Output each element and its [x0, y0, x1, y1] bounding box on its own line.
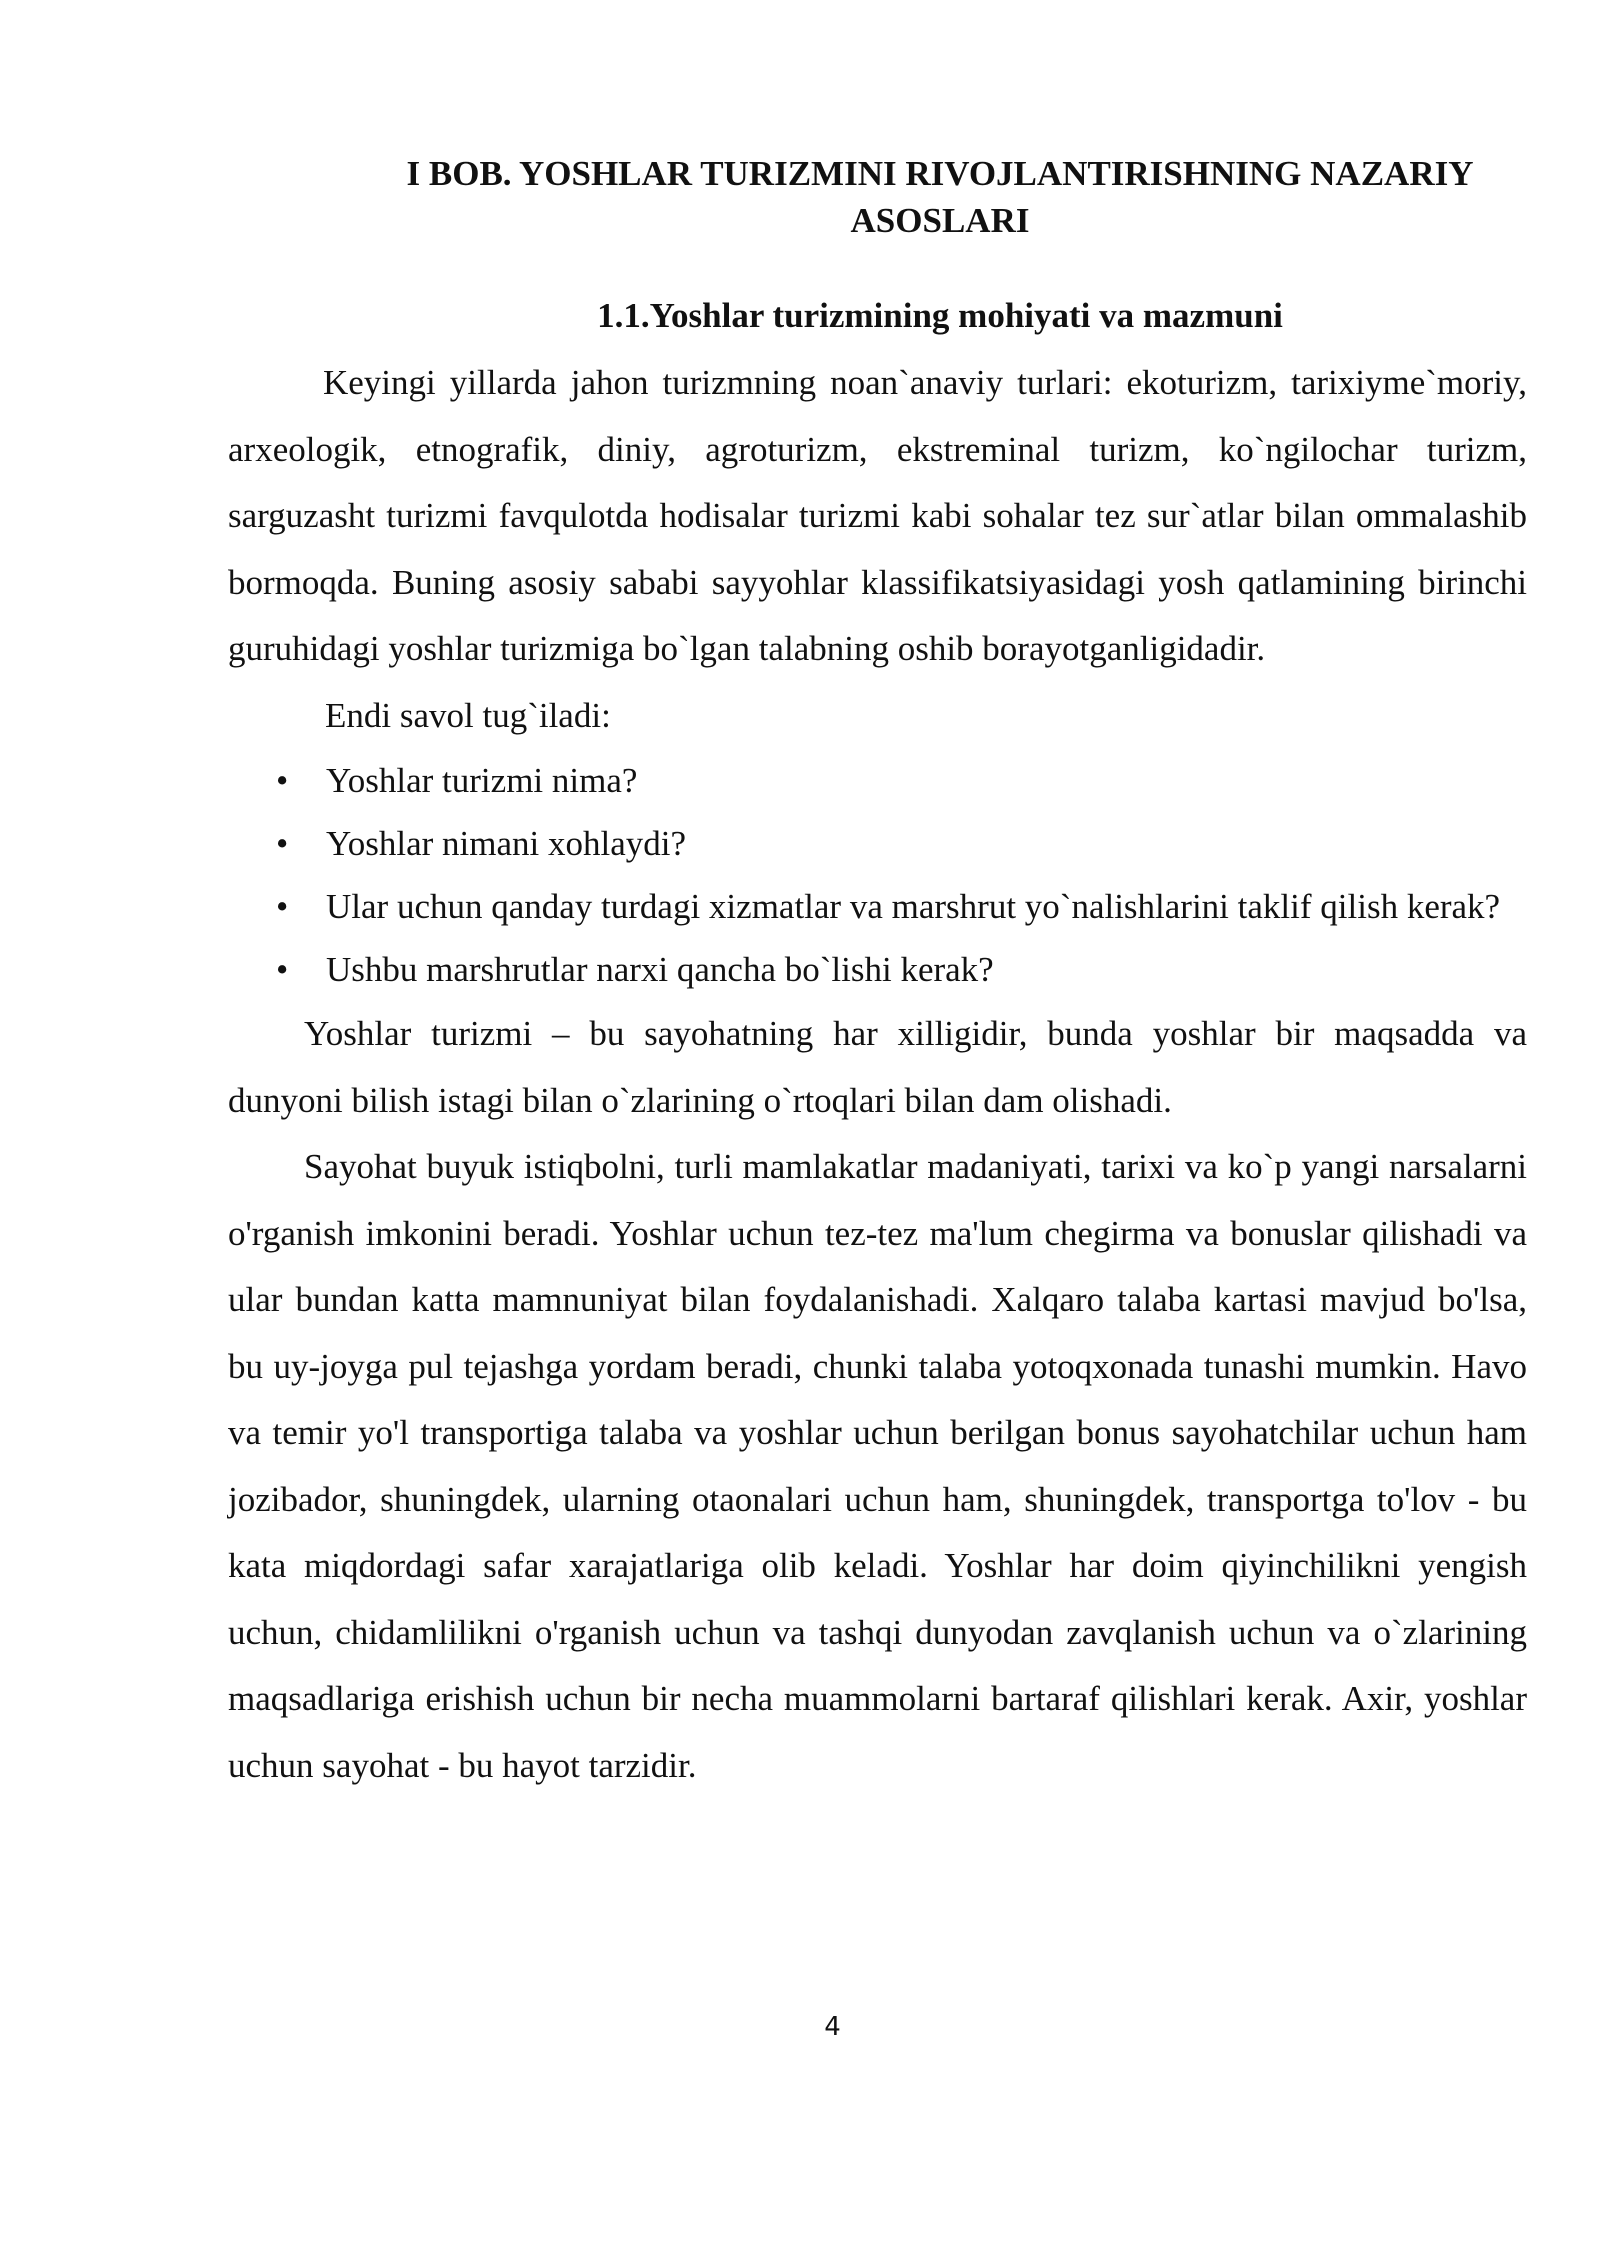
paragraph-travel: Sayohat buyuk istiqbolni, turli mamlakatlar madaniyati, tarixi va ko`p yangi narsalarni o'rganish imkonini beradi. Yoshlar uchun tez-tez ma'lum chegirma va bonuslar qilishadi va ular bundan katta mamnuniyat bilan foydalanishadi. Xalqaro talaba kartasi mavjud bo'lsa, bu uy-joyga pul tejashga yordam beradi, chunki talaba yotoqxonada tunashi mumkin. Havo va temir yo'l transportiga talaba va yoshlar uchun berilgan bonus sayohatchilar uchun ham jozibador, shuningdek, ularning otaonalari uchun ham, shuningdek, transportga to'lov - bu kata miqdordagi safar xarajatlariga olib keladi. Yoshlar har doim qiyinchilikni yengish uchun, chidamlilikni o'rganish uchun va tashqi dunyodan zavqlanish uchun va o`zlarining maqsadlariga erishish uchun bir necha muammolarni bartaraf qilishlari kerak. Axir, yoshlar uchun sayohat - bu hayot tarzidir.	[228, 1147, 1527, 1785]
list-item-text: Ular uchun qanday turdagi xizmatlar va marshrut yo`nalishlarini taklif qilish kerak?	[326, 887, 1501, 926]
chapter-title-line-1: I BOB. YOSHLAR TURIZMINI RIVOJLANTIRISHNING NAZARIY	[406, 154, 1474, 193]
bullet-icon: •	[276, 824, 289, 863]
list-item-text: Yoshlar turizmi nima?	[326, 761, 638, 800]
paragraph-definition: Yoshlar turizmi – bu sayohatning har xilligidir, bunda yoshlar bir maqsadda va dunyoni bilish istagi bilan o`zlarining o`rtoqlari bilan dam olishadi.	[228, 1014, 1527, 1120]
paragraph-intro: Keyingi yillarda jahon turizmning noan`anaviy turlari: ekoturizm, tarixiyme`moriy, arxeologik, etnografik, diniy, agroturizm, ekstreminal turizm, ko`ngilochar turizm, sarguzasht turizmi favqulotda hodisalar turizmi kabi sohalar tez sur`atlar bilan ommalashib bormoqda. Buning asosiy sababi sayyohlar klassifikatsiyasidagi yosh qatlamining birinchi guruhidagi yoshlar turizmiga bo`lgan talabning oshib borayotganligidadir.	[228, 363, 1527, 668]
section-title: 1.1.Yoshlar turizmining mohiyati va mazmuni	[597, 296, 1283, 335]
list-item	[228, 749, 1527, 812]
body-text	[228, 350, 1527, 1799]
bullet-icon: •	[276, 950, 289, 989]
bullet-icon: •	[276, 887, 289, 926]
page-number: 4	[824, 2012, 841, 2042]
question-list	[228, 749, 1527, 1001]
question-lead: Endi savol tug`iladi:	[325, 695, 611, 735]
list-item	[228, 812, 1527, 875]
list-item-text: Yoshlar nimani xohlaydi?	[326, 824, 687, 863]
list-item	[228, 875, 1527, 938]
chapter-title	[340, 150, 1540, 244]
chapter-title-line-2: ASOSLARI	[850, 201, 1030, 240]
list-item	[228, 938, 1527, 1001]
bullet-icon: •	[276, 761, 289, 800]
list-item-text: Ushbu marshrutlar narxi qancha bo`lishi kerak?	[326, 950, 994, 989]
